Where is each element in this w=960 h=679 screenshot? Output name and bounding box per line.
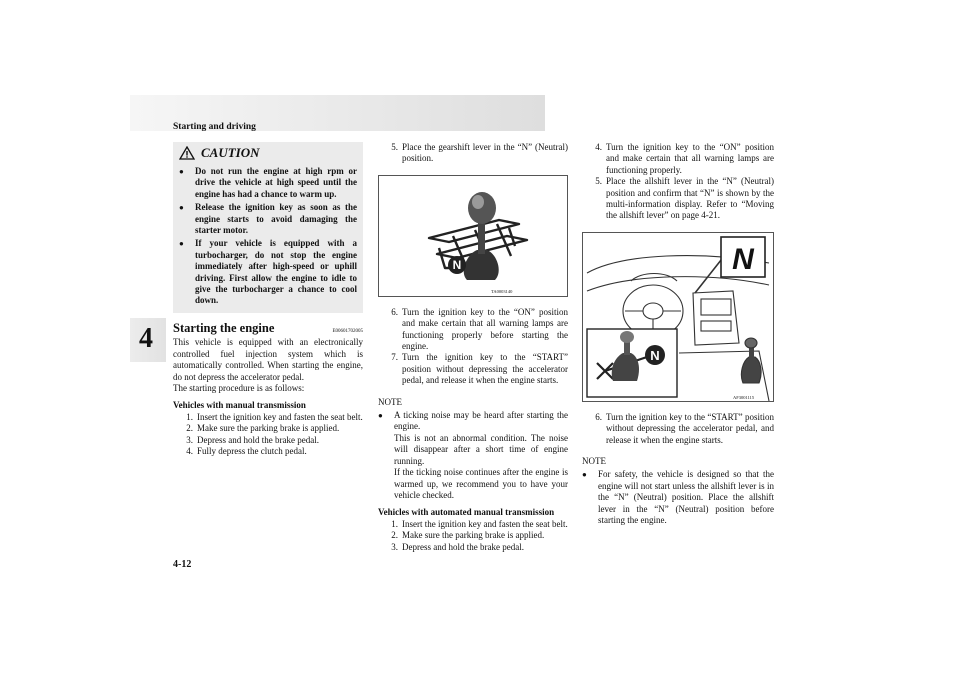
caution-item-text: Do not run the engine at high rpm or drive the vehicle at high speed until the engine has had a chance to warm up. xyxy=(195,166,357,199)
step-text: Turn the ignition key to the “ON” position and make certain that all warning lamps are functioning properly before starting the engine. xyxy=(402,306,568,352)
step-number: 1. xyxy=(186,411,193,422)
caution-title: CAUTION xyxy=(201,145,260,161)
step-text: Turn the ignition key to the “ON” position and make certain that all warning lamps are functioning properly. xyxy=(606,142,774,175)
note-item xyxy=(378,410,568,501)
intro-text-2: The starting procedure is as follows: xyxy=(173,382,305,393)
step-text: Fully depress the clutch pedal. xyxy=(197,445,307,456)
step-number: 5. xyxy=(391,142,398,152)
step-item xyxy=(378,542,568,553)
step-number: 2. xyxy=(391,530,398,541)
dashboard-figure xyxy=(582,232,774,402)
caution-item xyxy=(179,202,357,236)
caution-header xyxy=(179,142,357,164)
caution-item xyxy=(179,166,357,200)
step-item xyxy=(582,412,774,446)
step-text: Insert the ignition key and fasten the seat belt. xyxy=(402,518,568,529)
step-number: 6. xyxy=(595,411,602,422)
warning-triangle-icon xyxy=(179,146,195,160)
caution-item-text: If your vehicle is equipped with a turbocharger, do not stop the engine immediately after high-speed or uphill driving. First allow the engine to idle to give the turbocharger a chance to cool down. xyxy=(195,238,357,306)
step-text: Place the allshift lever in the “N” (Neutral) position and confirm that “N” is shown by the multi-information display. Refer to “Moving the allshift lever” on page 4-21. xyxy=(606,176,774,221)
step-item xyxy=(582,176,774,222)
step-text: Turn the ignition key to the “START” position without depressing the accelerator pedal, and release it when the engine starts. xyxy=(606,411,774,445)
step-text: Turn the ignition key to the “START” position without depressing the accelerator pedal, and release it when the engine starts. xyxy=(402,352,568,386)
note-line: This is not an abnormal condition. The noise will disappear after a short time of engine running. xyxy=(394,432,568,466)
intro-text: This vehicle is equipped with an electronically controlled fuel injection system which is automatically controlled. When starting the engine, do not depress the accelerator pedal. xyxy=(173,337,363,382)
figure-code: TA0003140 xyxy=(491,288,513,294)
step-number: 2. xyxy=(186,423,193,434)
bullet-dot-icon: ● xyxy=(179,167,184,176)
section-title: Starting the engine xyxy=(173,320,275,335)
step-number: 3. xyxy=(391,541,398,552)
column-2 xyxy=(378,142,568,553)
bullet-dot-icon: ● xyxy=(378,411,383,421)
step-number: 4. xyxy=(595,142,602,152)
dashboard-illustration xyxy=(583,233,773,401)
bullet-dot-icon: ● xyxy=(179,203,184,213)
step-item xyxy=(173,423,363,434)
gearshift-figure xyxy=(378,175,568,297)
note-line: If the ticking noise continues after the engine is warmed up, we recommend you to have your vehicle checked. xyxy=(394,467,568,500)
note-label: NOTE xyxy=(582,456,606,467)
caution-item xyxy=(179,238,357,306)
note-label: NOTE xyxy=(378,396,402,407)
step-item xyxy=(173,446,363,457)
bullet-dot-icon: ● xyxy=(582,470,587,480)
step-text: Make sure the parking brake is applied. xyxy=(197,423,340,434)
bullet-dot-icon: ● xyxy=(179,239,184,249)
automated-heading: Vehicles with automated manual transmission xyxy=(378,507,555,518)
gate-n-label: N xyxy=(452,257,462,272)
section-code: E00601702005 xyxy=(332,328,363,334)
step-item xyxy=(378,519,568,530)
column-3 xyxy=(582,142,774,527)
step-text: Insert the ignition key and fasten the seat belt. xyxy=(197,411,363,422)
step-number: 1. xyxy=(391,518,398,529)
step-number: 6. xyxy=(391,306,398,317)
step-number: 3. xyxy=(186,434,193,445)
note-line: A ticking noise may be heard after starting the engine. xyxy=(394,410,568,432)
header-title: Starting and driving xyxy=(173,122,256,132)
step-item xyxy=(173,435,363,446)
step-number: 4. xyxy=(186,445,193,456)
step-item xyxy=(378,530,568,541)
column-1 xyxy=(173,142,363,457)
note-body xyxy=(394,410,568,501)
manual-heading: Vehicles with manual transmission xyxy=(173,400,306,411)
step-number: 5. xyxy=(595,176,602,187)
step-item xyxy=(582,142,774,176)
note-item xyxy=(582,469,774,526)
step-item xyxy=(378,307,568,353)
step-number: 7. xyxy=(391,352,398,363)
inset-n-label: N xyxy=(650,347,660,363)
caution-item-text: Release the ignition key as soon as the engine starts to avoid damaging the starter motor. xyxy=(195,202,357,236)
step-text: Place the gearshift lever in the “N” (Neutral) position. xyxy=(402,142,568,164)
chapter-number: 4 xyxy=(139,323,153,354)
step-text: Depress and hold the brake pedal. xyxy=(402,541,524,552)
page-number: 4-12 xyxy=(173,559,192,570)
step-text: Depress and hold the brake pedal. xyxy=(197,434,319,445)
step-item xyxy=(378,142,568,165)
caution-box xyxy=(173,142,363,313)
display-n-label: N xyxy=(732,242,754,276)
step-text: Make sure the parking brake is applied. xyxy=(402,530,545,541)
step-item xyxy=(173,412,363,423)
figure-code: AF3001115 xyxy=(733,394,755,400)
gearshift-illustration xyxy=(379,176,567,296)
note-text: For safety, the vehicle is designed so that the engine will not start unless the allshift lever is in the “N” (Neutral) position. Place the allshift lever in the “N” (Neutral) position before starting the engine. xyxy=(598,469,774,526)
section-title-row xyxy=(173,320,363,337)
step-item xyxy=(378,352,568,386)
